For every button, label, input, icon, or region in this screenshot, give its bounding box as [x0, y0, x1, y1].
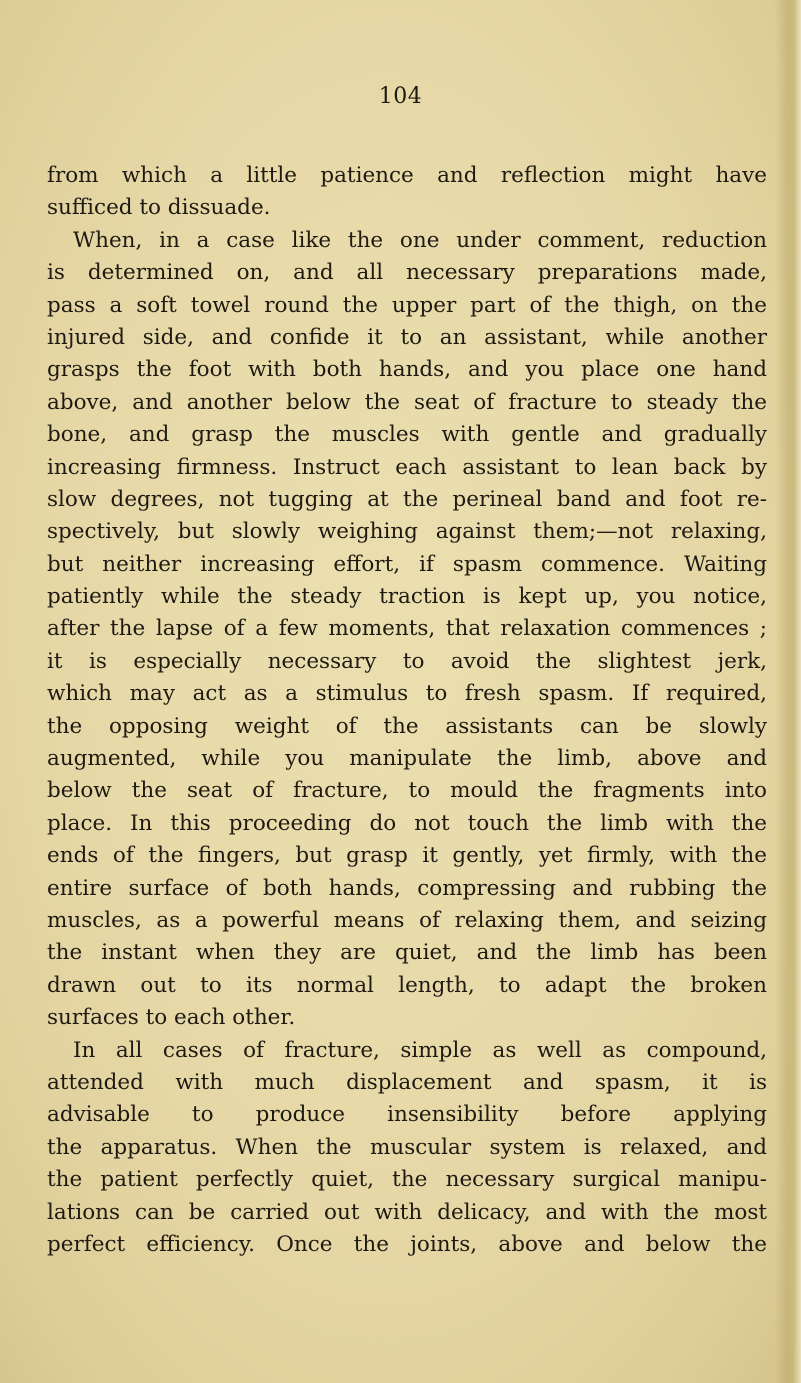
text-line: the opposing weight of the assistants can be slowly: [47, 713, 767, 739]
text-line: grasps the foot with both hands, and you place one hand: [47, 357, 767, 383]
text-line: place. In this proceeding do not touch the limb with the: [47, 810, 767, 836]
text-line: entire surface of both hands, compressing and rubbing the: [47, 875, 767, 901]
text-line: which may act as a stimulus to fresh spasm. If required,: [47, 681, 767, 707]
text-line: the patient perfectly quiet, the necessary surgical manipu-: [47, 1167, 767, 1193]
text-line: sufficed to dissuade.: [47, 195, 271, 221]
text-line: the apparatus. When the muscular system is relaxed, and: [47, 1134, 767, 1160]
text-line: augmented, while you manipulate the limb, above and: [47, 746, 767, 772]
text-line: but neither increasing effort, if spasm commence. Waiting: [47, 551, 767, 577]
text-line: pass a soft towel round the upper part of the thigh, on the: [47, 292, 767, 318]
text-line: slow degrees, not tugging at the perineal band and foot re-: [47, 486, 767, 512]
text-line: above, and another below the seat of fracture to steady the: [47, 389, 767, 415]
text-line: injured side, and confide it to an assistant, while another: [47, 324, 767, 350]
text-line: ends of the fingers, but grasp it gently, yet firmly, with the: [47, 843, 767, 869]
text-line: surfaces to each other.: [47, 1005, 296, 1031]
text-line: In all cases of fracture, simple as well as compound,: [73, 1037, 767, 1063]
text-line: attended with much displacement and spasm, it is: [47, 1069, 767, 1095]
text-line: increasing firmness. Instruct each assistant to lean back by: [47, 454, 767, 480]
text-line: drawn out to its normal length, to adapt the broken: [47, 972, 767, 998]
body-text: [47, 160, 767, 1261]
text-line: perfect efficiency. Once the joints, above and below the: [47, 1231, 767, 1257]
text-line: from which a little patience and reflection might have: [47, 163, 767, 188]
text-line: after the lapse of a few moments, that relaxation commences ;: [47, 616, 767, 642]
text-line: When, in a case like the one under comment, reduction: [73, 227, 767, 253]
text-line: is determined on, and all necessary preparations made,: [47, 260, 767, 286]
text-line: below the seat of fracture, to mould the fragments into: [47, 778, 767, 804]
text-line: it is especially necessary to avoid the slightest jerk,: [47, 648, 767, 674]
text-line: bone, and grasp the muscles with gentle and gradually: [47, 422, 767, 448]
text-line: the instant when they are quiet, and the limb has been: [47, 940, 767, 966]
text-line: patiently while the steady traction is kept up, you notice,: [47, 584, 767, 610]
text-line: muscles, as a powerful means of relaxing them, and seizing: [47, 907, 767, 933]
text-line: lations can be carried out with delicacy, and with the most: [47, 1199, 767, 1225]
page-edge-shadow: [775, 0, 801, 1383]
text-line: advisable to produce insensibility before applying: [47, 1102, 767, 1128]
text-line: spectively, but slowly weighing against them;—not relaxing,: [47, 519, 767, 545]
page-number: 104: [378, 84, 423, 109]
